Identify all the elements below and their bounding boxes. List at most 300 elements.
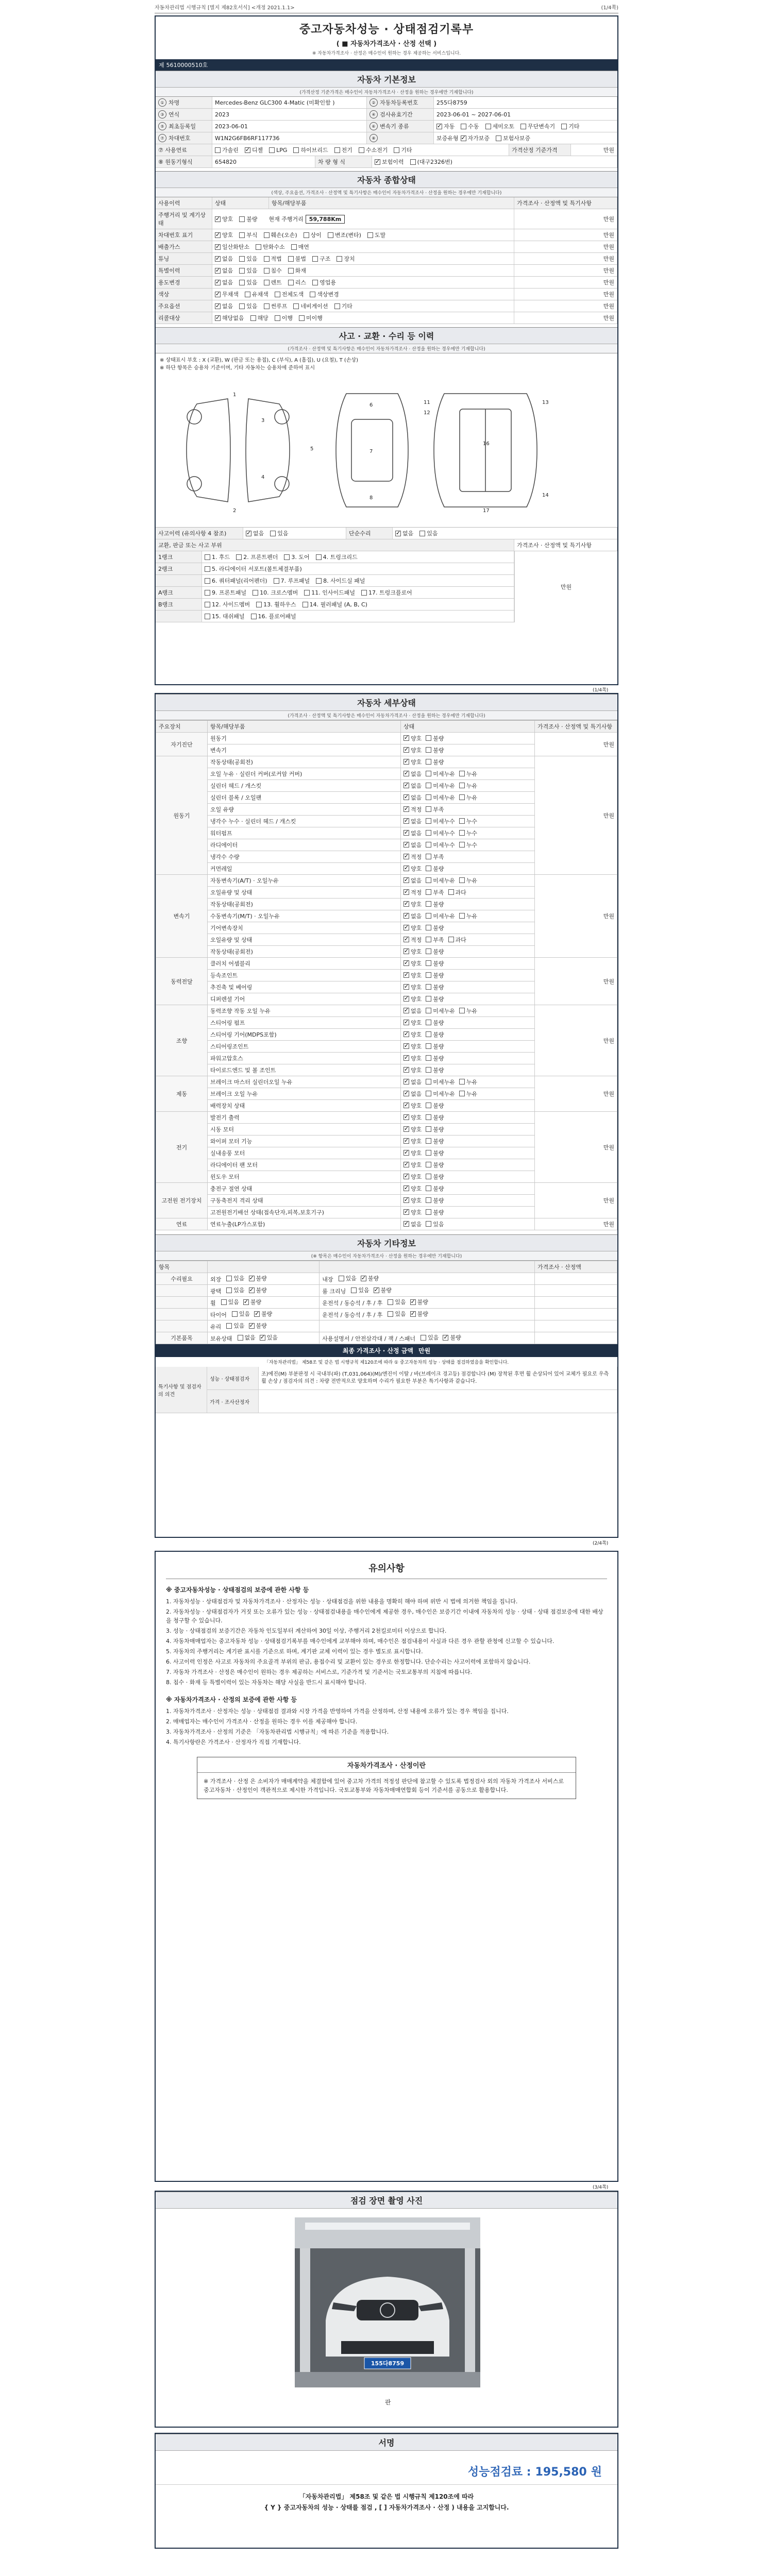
- option-item[interactable]: [404, 770, 422, 778]
- checkbox[interactable]: [459, 1008, 465, 1013]
- checkbox[interactable]: [328, 232, 333, 238]
- option-item[interactable]: [375, 158, 404, 166]
- option-item[interactable]: [404, 924, 422, 932]
- option-item[interactable]: [275, 314, 293, 322]
- option-item[interactable]: [215, 302, 233, 310]
- checkbox[interactable]: [404, 948, 409, 954]
- option-item[interactable]: [426, 1208, 444, 1216]
- checkbox[interactable]: [288, 256, 294, 262]
- checkbox[interactable]: [426, 818, 431, 824]
- checkbox[interactable]: [394, 147, 399, 153]
- option-item[interactable]: [239, 278, 257, 286]
- option-item[interactable]: [426, 876, 455, 885]
- checkbox[interactable]: [404, 1197, 409, 1203]
- option-item[interactable]: [253, 588, 298, 597]
- checkbox[interactable]: [250, 315, 256, 321]
- option-item[interactable]: [404, 1184, 422, 1193]
- option-item[interactable]: [361, 588, 412, 597]
- checkbox[interactable]: [249, 1276, 255, 1281]
- checkbox[interactable]: [404, 794, 409, 800]
- option-item[interactable]: [316, 553, 358, 561]
- checkbox[interactable]: [485, 124, 491, 129]
- option-item[interactable]: [461, 134, 490, 142]
- checkbox[interactable]: [426, 1067, 431, 1073]
- checkbox[interactable]: [256, 602, 262, 607]
- option-item[interactable]: [226, 1286, 244, 1294]
- checkbox[interactable]: [304, 590, 310, 596]
- option-item[interactable]: [361, 1274, 379, 1282]
- checkbox[interactable]: [269, 147, 275, 153]
- checkbox[interactable]: [426, 1162, 431, 1167]
- checkbox[interactable]: [254, 1311, 260, 1317]
- checkbox[interactable]: [404, 1091, 409, 1096]
- option-item[interactable]: [239, 215, 257, 223]
- option-item[interactable]: [404, 853, 422, 861]
- checkbox[interactable]: [426, 783, 431, 788]
- checkbox[interactable]: [426, 1031, 431, 1037]
- checkbox[interactable]: [426, 877, 431, 883]
- option-item[interactable]: [256, 600, 296, 608]
- option-item[interactable]: [238, 1333, 256, 1342]
- checkbox[interactable]: [404, 1209, 409, 1215]
- option-item[interactable]: [293, 302, 328, 310]
- option-item[interactable]: [426, 936, 444, 944]
- checkbox[interactable]: [215, 315, 221, 321]
- checkbox[interactable]: [245, 292, 250, 297]
- checkbox[interactable]: [293, 147, 299, 153]
- checkbox[interactable]: [238, 1335, 243, 1341]
- checkbox[interactable]: [312, 280, 318, 285]
- option-item[interactable]: [404, 734, 422, 742]
- option-item[interactable]: [215, 290, 239, 298]
- option-item[interactable]: [426, 805, 444, 814]
- checkbox[interactable]: [459, 783, 465, 788]
- option-item[interactable]: [485, 122, 515, 130]
- option-item[interactable]: [426, 1042, 444, 1050]
- option-item[interactable]: [404, 829, 422, 837]
- checkbox[interactable]: [310, 292, 315, 297]
- option-item[interactable]: [215, 231, 233, 239]
- option-item[interactable]: [239, 255, 257, 263]
- option-item[interactable]: [426, 947, 444, 956]
- checkbox[interactable]: [245, 147, 250, 153]
- option-item[interactable]: [334, 146, 352, 154]
- checkbox[interactable]: [426, 1138, 431, 1144]
- option-item[interactable]: [339, 1274, 357, 1282]
- option-item[interactable]: [426, 1090, 455, 1098]
- checkbox[interactable]: [293, 303, 299, 309]
- checkbox[interactable]: [426, 925, 431, 930]
- checkbox[interactable]: [426, 842, 431, 848]
- checkbox[interactable]: [426, 1197, 431, 1203]
- checkbox[interactable]: [459, 830, 465, 836]
- option-item[interactable]: [215, 255, 233, 263]
- option-item[interactable]: [264, 266, 282, 275]
- option-item[interactable]: [426, 758, 444, 766]
- option-item[interactable]: [426, 829, 455, 837]
- checkbox[interactable]: [215, 147, 221, 153]
- checkbox[interactable]: [246, 531, 251, 536]
- checkbox[interactable]: [426, 830, 431, 836]
- checkbox[interactable]: [215, 292, 221, 297]
- checkbox[interactable]: [291, 244, 297, 250]
- option-item[interactable]: [246, 529, 264, 537]
- option-item[interactable]: [404, 841, 422, 849]
- checkbox[interactable]: [404, 866, 409, 871]
- checkbox[interactable]: [426, 1091, 431, 1096]
- option-item[interactable]: [312, 278, 336, 286]
- option-item[interactable]: [426, 1101, 444, 1110]
- option-item[interactable]: [404, 1054, 422, 1062]
- checkbox[interactable]: [419, 531, 425, 536]
- checkbox[interactable]: [256, 244, 261, 250]
- option-item[interactable]: [459, 1090, 477, 1098]
- option-item[interactable]: [239, 302, 257, 310]
- checkbox[interactable]: [404, 1114, 409, 1120]
- option-item[interactable]: [404, 758, 422, 766]
- checkbox[interactable]: [426, 794, 431, 800]
- option-item[interactable]: [288, 255, 306, 263]
- checkbox[interactable]: [404, 1079, 409, 1084]
- option-item[interactable]: [264, 278, 282, 286]
- checkbox[interactable]: [221, 1299, 227, 1305]
- option-item[interactable]: [304, 588, 355, 597]
- checkbox[interactable]: [426, 960, 431, 966]
- option-item[interactable]: [249, 1274, 267, 1282]
- option-item[interactable]: [426, 1184, 444, 1193]
- checkbox[interactable]: [215, 232, 221, 238]
- checkbox[interactable]: [232, 1311, 238, 1317]
- option-item[interactable]: [404, 947, 422, 956]
- option-item[interactable]: [436, 122, 455, 130]
- option-item[interactable]: [404, 1030, 422, 1039]
- option-item[interactable]: [249, 1321, 267, 1330]
- option-item[interactable]: [426, 1019, 444, 1027]
- option-item[interactable]: [404, 888, 422, 896]
- option-item[interactable]: [205, 577, 267, 585]
- checkbox[interactable]: [404, 960, 409, 966]
- option-item[interactable]: [426, 900, 444, 908]
- checkbox[interactable]: [426, 1103, 431, 1108]
- option-item[interactable]: [496, 134, 530, 142]
- option-item[interactable]: [459, 829, 477, 837]
- checkbox[interactable]: [361, 1276, 366, 1281]
- checkbox[interactable]: [448, 889, 454, 895]
- option-item[interactable]: [236, 553, 278, 561]
- option-item[interactable]: [419, 529, 438, 537]
- checkbox[interactable]: [249, 1287, 255, 1293]
- checkbox[interactable]: [215, 256, 221, 262]
- checkbox[interactable]: [404, 1126, 409, 1132]
- option-item[interactable]: [226, 1321, 244, 1330]
- option-item[interactable]: [404, 1220, 422, 1228]
- checkbox[interactable]: [404, 972, 409, 978]
- checkbox[interactable]: [264, 232, 270, 238]
- option-item[interactable]: [316, 577, 365, 585]
- checkbox[interactable]: [459, 913, 465, 919]
- option-item[interactable]: [239, 231, 257, 239]
- checkbox[interactable]: [334, 303, 340, 309]
- checkbox[interactable]: [426, 1020, 431, 1025]
- option-item[interactable]: [426, 841, 455, 849]
- checkbox[interactable]: [404, 1174, 409, 1179]
- checkbox[interactable]: [312, 256, 318, 262]
- option-item[interactable]: [260, 1333, 278, 1342]
- checkbox[interactable]: [496, 135, 501, 141]
- checkbox[interactable]: [459, 1079, 465, 1084]
- checkbox[interactable]: [426, 1209, 431, 1215]
- checkbox[interactable]: [404, 771, 409, 776]
- checkbox[interactable]: [404, 1150, 409, 1156]
- checkbox[interactable]: [205, 602, 210, 607]
- option-item[interactable]: [426, 1196, 444, 1205]
- checkbox[interactable]: [351, 1287, 357, 1293]
- checkbox[interactable]: [236, 554, 242, 560]
- checkbox[interactable]: [459, 1091, 465, 1096]
- option-item[interactable]: [426, 1113, 444, 1122]
- option-item[interactable]: [404, 1113, 422, 1122]
- checkbox[interactable]: [337, 256, 342, 262]
- checkbox[interactable]: [426, 759, 431, 765]
- option-item[interactable]: [404, 1137, 422, 1145]
- option-item[interactable]: [251, 612, 296, 620]
- option-item[interactable]: [426, 1220, 444, 1228]
- option-item[interactable]: [426, 959, 444, 968]
- option-item[interactable]: [459, 876, 477, 885]
- option-item[interactable]: [426, 1007, 455, 1015]
- option-item[interactable]: [310, 290, 339, 298]
- option-item[interactable]: [388, 1298, 406, 1306]
- checkbox[interactable]: [426, 948, 431, 954]
- checkbox[interactable]: [426, 1126, 431, 1132]
- checkbox[interactable]: [404, 1221, 409, 1227]
- option-item[interactable]: [404, 1125, 422, 1133]
- option-item[interactable]: [426, 1078, 455, 1086]
- checkbox[interactable]: [361, 590, 367, 596]
- option-item[interactable]: [404, 936, 422, 944]
- option-item[interactable]: [426, 1125, 444, 1133]
- option-item[interactable]: [226, 1274, 244, 1282]
- option-item[interactable]: [404, 983, 422, 991]
- checkbox[interactable]: [215, 280, 221, 285]
- checkbox[interactable]: [404, 996, 409, 1002]
- checkbox[interactable]: [404, 925, 409, 930]
- option-item[interactable]: [249, 1286, 267, 1294]
- option-item[interactable]: [243, 1298, 261, 1306]
- checkbox[interactable]: [426, 747, 431, 753]
- checkbox[interactable]: [426, 972, 431, 978]
- option-item[interactable]: [394, 146, 412, 154]
- option-item[interactable]: [215, 215, 233, 223]
- option-item[interactable]: [404, 912, 422, 920]
- option-item[interactable]: [328, 231, 361, 239]
- checkbox[interactable]: [461, 135, 466, 141]
- option-item[interactable]: [443, 1333, 461, 1342]
- checkbox[interactable]: [239, 280, 245, 285]
- checkbox[interactable]: [334, 147, 340, 153]
- checkbox[interactable]: [304, 232, 309, 238]
- checkbox[interactable]: [404, 1067, 409, 1073]
- checkbox[interactable]: [249, 1323, 255, 1329]
- checkbox[interactable]: [561, 124, 567, 129]
- checkbox[interactable]: [448, 937, 454, 942]
- checkbox[interactable]: [404, 854, 409, 859]
- checkbox[interactable]: [426, 984, 431, 990]
- checkbox[interactable]: [260, 1335, 265, 1341]
- checkbox[interactable]: [275, 292, 280, 297]
- option-item[interactable]: [215, 243, 249, 251]
- checkbox[interactable]: [404, 984, 409, 990]
- checkbox[interactable]: [404, 877, 409, 883]
- option-item[interactable]: [245, 146, 263, 154]
- checkbox[interactable]: [404, 806, 409, 812]
- option-item[interactable]: [270, 529, 288, 537]
- option-item[interactable]: [312, 255, 330, 263]
- checkbox[interactable]: [404, 1103, 409, 1108]
- checkbox[interactable]: [520, 124, 526, 129]
- option-item[interactable]: [404, 782, 422, 790]
- option-item[interactable]: [426, 971, 444, 979]
- checkbox[interactable]: [459, 877, 465, 883]
- checkbox[interactable]: [404, 937, 409, 942]
- option-item[interactable]: [459, 841, 477, 849]
- checkbox[interactable]: [426, 854, 431, 859]
- checkbox[interactable]: [205, 614, 210, 619]
- checkbox[interactable]: [426, 771, 431, 776]
- option-item[interactable]: [337, 255, 355, 263]
- option-item[interactable]: [232, 1310, 250, 1318]
- checkbox[interactable]: [459, 794, 465, 800]
- checkbox[interactable]: [404, 901, 409, 907]
- option-item[interactable]: [448, 888, 466, 896]
- checkbox[interactable]: [375, 159, 380, 165]
- option-item[interactable]: [388, 1310, 406, 1318]
- checkbox[interactable]: [459, 818, 465, 824]
- checkbox[interactable]: [426, 866, 431, 871]
- option-item[interactable]: [404, 1101, 422, 1110]
- option-item[interactable]: [205, 588, 246, 597]
- checkbox[interactable]: [426, 1185, 431, 1191]
- option-item[interactable]: [459, 782, 477, 790]
- option-item[interactable]: [288, 278, 306, 286]
- option-item[interactable]: [404, 1090, 422, 1098]
- option-item[interactable]: [221, 1298, 239, 1306]
- option-item[interactable]: [459, 793, 477, 802]
- option-item[interactable]: [410, 1298, 428, 1306]
- option-item[interactable]: [404, 746, 422, 754]
- checkbox[interactable]: [288, 268, 294, 274]
- option-item[interactable]: [264, 255, 282, 263]
- checkbox[interactable]: [215, 303, 221, 309]
- option-item[interactable]: [215, 266, 233, 275]
- option-item[interactable]: [284, 553, 309, 561]
- option-item[interactable]: [459, 912, 477, 920]
- option-item[interactable]: [426, 853, 444, 861]
- option-item[interactable]: [426, 1066, 444, 1074]
- checkbox[interactable]: [404, 1031, 409, 1037]
- option-item[interactable]: [304, 231, 322, 239]
- checkbox[interactable]: [426, 1008, 431, 1013]
- option-item[interactable]: [264, 302, 288, 310]
- checkbox[interactable]: [404, 1008, 409, 1013]
- checkbox[interactable]: [205, 578, 210, 584]
- checkbox[interactable]: [426, 901, 431, 907]
- checkbox[interactable]: [316, 578, 322, 584]
- checkbox[interactable]: [410, 1299, 416, 1305]
- checkbox[interactable]: [426, 1150, 431, 1156]
- checkbox[interactable]: [215, 216, 221, 222]
- checkbox[interactable]: [367, 232, 373, 238]
- option-item[interactable]: [410, 158, 452, 166]
- checkbox[interactable]: [316, 554, 322, 560]
- checkbox[interactable]: [388, 1299, 393, 1305]
- option-item[interactable]: [288, 266, 306, 275]
- checkbox[interactable]: [264, 303, 270, 309]
- option-item[interactable]: [404, 1019, 422, 1027]
- checkbox[interactable]: [404, 747, 409, 753]
- option-item[interactable]: [410, 1310, 428, 1318]
- checkbox[interactable]: [299, 315, 305, 321]
- checkbox[interactable]: [426, 1079, 431, 1084]
- option-item[interactable]: [239, 266, 257, 275]
- checkbox[interactable]: [426, 1174, 431, 1179]
- option-item[interactable]: [254, 1310, 272, 1318]
- checkbox[interactable]: [215, 244, 221, 250]
- checkbox[interactable]: [275, 315, 280, 321]
- checkbox[interactable]: [410, 159, 416, 165]
- option-item[interactable]: [303, 600, 367, 608]
- checkbox[interactable]: [404, 1162, 409, 1167]
- option-item[interactable]: [205, 553, 230, 561]
- option-item[interactable]: [404, 1173, 422, 1181]
- option-item[interactable]: [561, 122, 579, 130]
- checkbox[interactable]: [459, 842, 465, 848]
- option-item[interactable]: [351, 1286, 369, 1294]
- option-item[interactable]: [426, 1149, 444, 1157]
- option-item[interactable]: [426, 734, 444, 742]
- checkbox[interactable]: [404, 783, 409, 788]
- checkbox[interactable]: [226, 1276, 232, 1281]
- checkbox[interactable]: [251, 614, 257, 619]
- checkbox[interactable]: [421, 1335, 426, 1341]
- option-item[interactable]: [256, 243, 285, 251]
- checkbox[interactable]: [426, 913, 431, 919]
- checkbox[interactable]: [264, 268, 270, 274]
- option-item[interactable]: [426, 983, 444, 991]
- option-item[interactable]: [404, 1149, 422, 1157]
- checkbox[interactable]: [410, 1311, 416, 1317]
- option-item[interactable]: [459, 1078, 477, 1086]
- checkbox[interactable]: [239, 268, 245, 274]
- checkbox[interactable]: [205, 554, 210, 560]
- option-item[interactable]: [404, 1161, 422, 1169]
- option-item[interactable]: [245, 290, 268, 298]
- checkbox[interactable]: [339, 1276, 344, 1281]
- checkbox[interactable]: [288, 280, 294, 285]
- checkbox[interactable]: [426, 1221, 431, 1227]
- option-item[interactable]: [291, 243, 309, 251]
- checkbox[interactable]: [426, 806, 431, 812]
- option-item[interactable]: [334, 302, 352, 310]
- option-item[interactable]: [404, 1007, 422, 1015]
- option-item[interactable]: [404, 995, 422, 1003]
- option-item[interactable]: [404, 959, 422, 968]
- option-item[interactable]: [299, 314, 323, 322]
- option-item[interactable]: [404, 817, 422, 825]
- checkbox[interactable]: [374, 1287, 379, 1293]
- option-item[interactable]: [461, 122, 479, 130]
- option-item[interactable]: [448, 936, 466, 944]
